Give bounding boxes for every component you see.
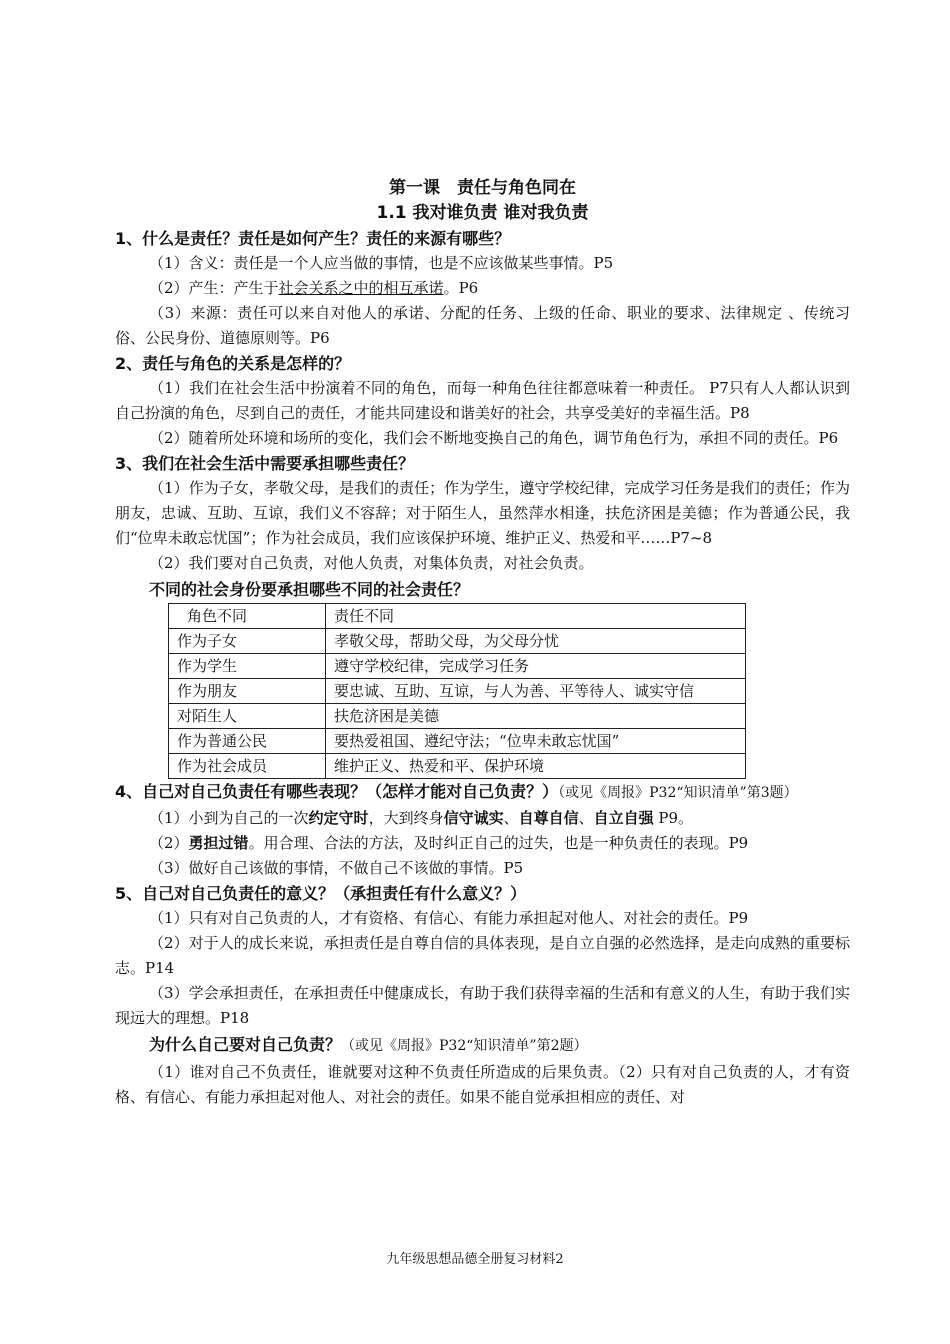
table-cell-duty: 要忠诚、互助、互谅，与人为善、平等待人、诚实守信	[326, 679, 746, 704]
text-segment: （2）产生：产生于	[149, 279, 279, 297]
table-cell-role: 对陌生人	[169, 704, 326, 729]
text-segment: 。P6	[443, 279, 479, 297]
text-segment: 、	[578, 809, 594, 827]
table-row	[169, 754, 746, 779]
paragraph-role-1: （1）我们在社会生活中扮演着不同的角色，而每一种角色往往都意味着一种责任。 P7只有人人都认识到自己扮演的角色，尽到自己的责任，才能共同建设和谐美好的社会，共享受美好的幸福生活。P8	[115, 379, 850, 422]
paragraph-sources: （3）来源：责任可以来自对他人的承诺、分配的任务、上级的任命、职业的要求、法律规定 、传统习俗、公民身份、道德原则等。P6	[115, 304, 850, 347]
question-note: （或见《周报》P32“知识清单”第3题）	[558, 785, 798, 801]
table-row	[169, 679, 746, 704]
paragraph-meaning-2: （2）对于人的成长来说，承担责任是自尊自信的具体表现，是自立自强的必然选择，是走向成熟的重要标志。P14	[115, 934, 850, 977]
subquestion-table: 不同的社会身份要承担哪些不同的社会责任？	[149, 580, 470, 599]
table-cell-duty: 扶危济困是美德	[326, 704, 746, 729]
subquestion-why	[115, 1031, 850, 1060]
paragraph-origin	[115, 276, 850, 301]
table-cell-role: 作为社会成员	[169, 754, 326, 779]
question-3: 3、我们在社会生活中需要承担哪些责任？	[115, 454, 415, 473]
table-row	[169, 629, 746, 654]
paragraph-duties-1: （1）作为子女，孝敬父母，是我们的责任；作为学生，遵守学校纪律，完成学习任务是我们的责任；作为朋友，忠诚、互助、互谅，我们义不容辞；对于陌生人，虽然萍水相逢，扶危济困是美德；作为普通公民，我们“位卑未敢忘忧国”；作为社会成员，我们应该保护环境、维护正义、热爱和平……P7~8	[115, 479, 850, 547]
subquestion-text: 为什么自己要对自己负责？	[149, 1035, 342, 1054]
question-1: 1、什么是责任？责任是如何产生？责任的来源有哪些？	[115, 229, 511, 248]
bold-text: 自尊自信	[518, 809, 579, 827]
table-row	[169, 704, 746, 729]
responsibility-table	[168, 603, 746, 779]
underlined-text: 社会关系之中的相互承诺	[278, 279, 444, 297]
table-cell-duty: 遵守学校纪律，完成学习任务	[326, 654, 746, 679]
text-segment: P9。	[653, 809, 694, 827]
table-row	[169, 654, 746, 679]
lesson-title: 第一课 责任与角色同在	[389, 178, 576, 198]
table-header-row	[169, 604, 746, 629]
table-cell-duty: 维护正义、热爱和平、保护环境	[326, 754, 746, 779]
table-cell-duty: 孝敬父母，帮助父母，为父母分忧	[326, 629, 746, 654]
question-5: 5、自己对自己负责任的意义？（承担责任有什么意义？）	[115, 884, 527, 903]
table-cell-role: 作为普通公民	[169, 729, 326, 754]
page-footer: 九年级思想品德全册复习材料2	[386, 1252, 564, 1267]
table-cell-duty: 要热爱祖国、遵纪守法；“位卑未敢忘忧国”	[326, 729, 746, 754]
bold-text: 约定守时	[308, 809, 369, 827]
table-header-cell: 角色不同	[169, 604, 326, 629]
paragraph-definition: （1）含义：责任是一个人应当做的事情，也是不应该做某些事情。P5	[149, 254, 614, 272]
text-segment: （2）	[149, 834, 189, 852]
subquestion-note: （或见《周报》P32“知识清单”第2题）	[341, 1038, 588, 1054]
text-segment: （1）小到为自己的一次	[149, 809, 309, 827]
question-4	[115, 779, 850, 806]
text-segment: 。用合理、合法的方法，及时纠正自己的过失，也是一种负责任的表现。P9	[248, 834, 749, 852]
table-header-cell: 责任不同	[326, 604, 746, 629]
table-cell-role: 作为学生	[169, 654, 326, 679]
paragraph-role-2: （2）随着所处环境和场所的变化，我们会不断地变换自己的角色，调节角色行为，承担不同的责任。P6	[149, 429, 839, 447]
text-segment: ，大到终身	[368, 809, 444, 827]
bold-text: 自立自强	[593, 809, 654, 827]
section-title: 1.1 我对谁负责 谁对我负责	[376, 203, 589, 223]
bold-text: 信守诚实	[443, 809, 504, 827]
paragraph-duties-2: （2）我们要对自己负责，对他人负责，对集体负责，对社会负责。	[149, 554, 594, 572]
table-row	[169, 729, 746, 754]
document-body	[115, 176, 850, 1110]
paragraph-self-2	[115, 831, 850, 856]
question-text: 4、自己对自己负责任有哪些表现？（怎样才能对自己负责？）	[115, 782, 559, 801]
question-2: 2、责任与角色的关系是怎样的？	[115, 354, 351, 373]
table-cell-role: 作为子女	[169, 629, 326, 654]
text-segment: 、	[503, 809, 519, 827]
bold-text: 勇担过错	[188, 834, 249, 852]
paragraph-why: （1）谁对自己不负责任，谁就要对这种不负责任所造成的后果负责。（2）只有对自己负责的人，才有资格、有信心、有能力承担起对他人、对社会的责任。如果不能自觉承担相应的责任、对	[115, 1063, 850, 1106]
paragraph-self-3: （3）做好自己该做的事情，不做自己不该做的事情。P5	[149, 859, 524, 877]
paragraph-meaning-3: （3）学会承担责任，在承担责任中健康成长，有助于我们获得幸福的生活和有意义的人生，有助于我们实现远大的理想。P18	[115, 984, 850, 1027]
paragraph-self-1	[115, 806, 850, 831]
paragraph-meaning-1: （1）只有对自己负责的人，才有资格、有信心、有能力承担起对他人、对社会的责任。P9	[149, 909, 749, 927]
table-cell-role: 作为朋友	[169, 679, 326, 704]
